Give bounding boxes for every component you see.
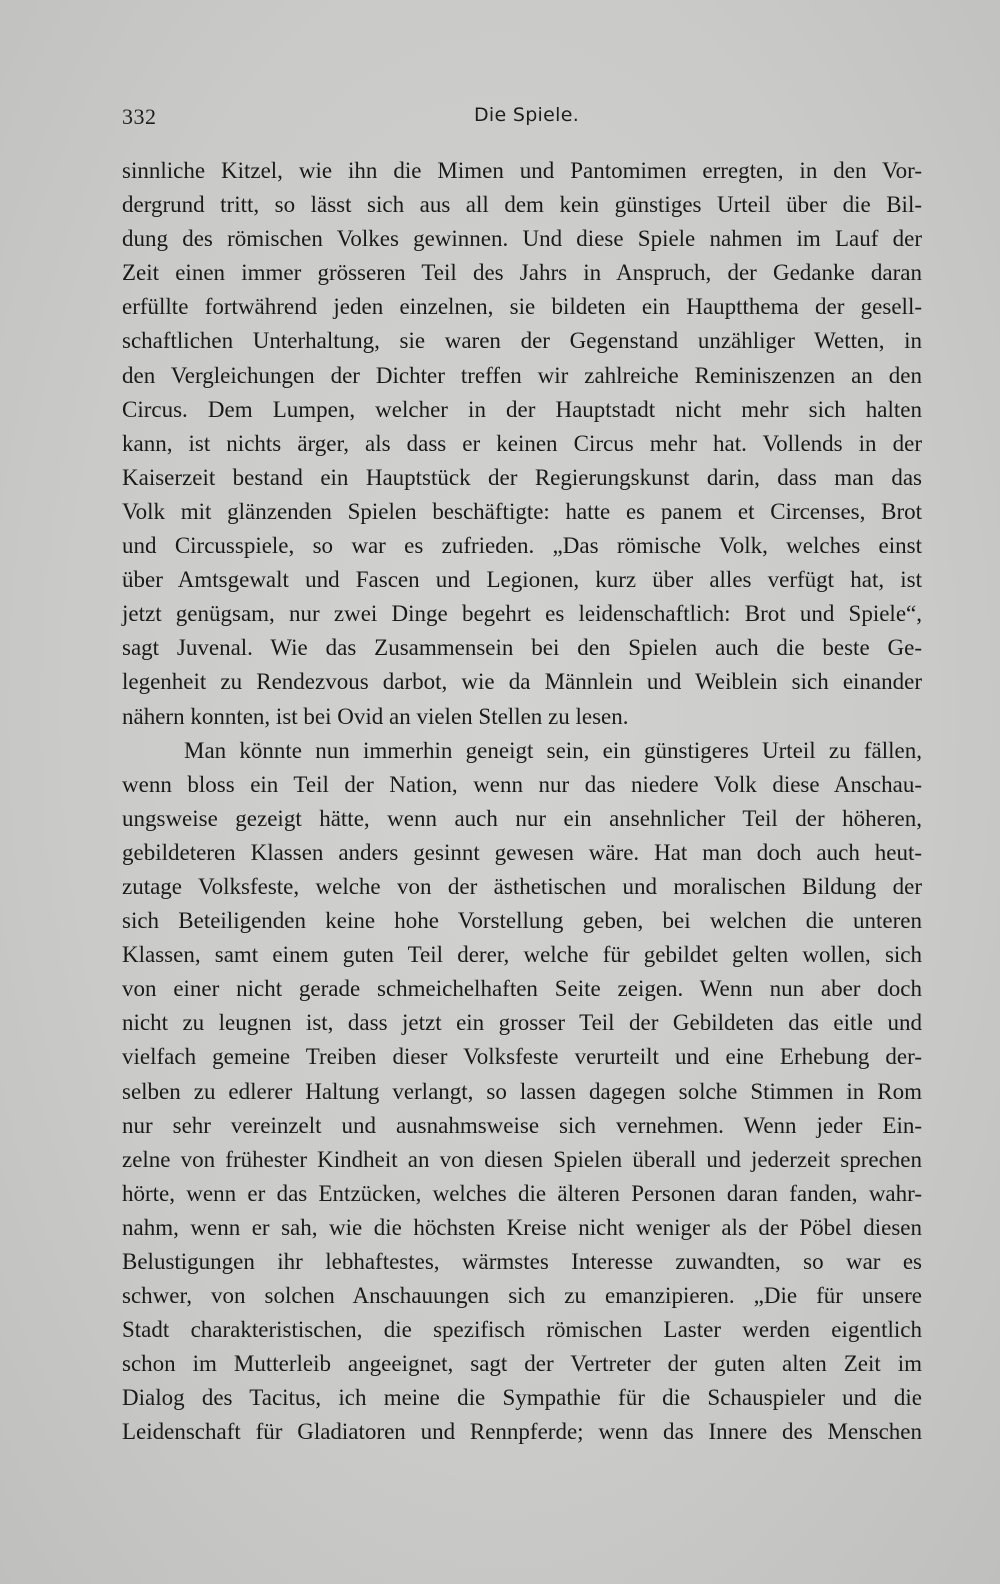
text-line: über Amtsgewalt und Fascen und Legionen, kurz über alles verfügt hat, ist [122, 567, 922, 593]
text-line: hörte, wenn er das Entzücken, welches die älteren Personen daran fanden, wahr- [122, 1180, 922, 1206]
text-line: vielfach gemeine Treiben dieser Volksfeste verurteilt und eine Erhebung der- [122, 1044, 922, 1070]
text-line: Zeit einen immer grösseren Teil des Jahrs in Anspruch, der Gedanke daran [122, 260, 922, 286]
text-line: legenheit zu Rendezvous darbot, wie da Männlein und Weiblein sich einander [122, 669, 922, 695]
body-text [122, 154, 922, 1450]
text-line: und Circusspiele, so war es zufrieden. „Das römische Volk, welches einst [122, 533, 922, 559]
text-line: zelne von frühester Kindheit an von diesen Spielen überall und jederzeit sprechen [122, 1146, 922, 1172]
text-line: Kaiserzeit bestand ein Hauptstück der Regierungskunst darin, dass man das [122, 464, 922, 490]
text-line: den Vergleichungen der Dichter treffen wir zahlreiche Reminiszenzen an den [122, 362, 922, 388]
text-line: nur sehr vereinzelt und ausnahmsweise sich vernehmen. Wenn jeder Ein- [122, 1112, 922, 1138]
text-line: sagt Juvenal. Wie das Zusammensein bei den Spielen auch die beste Ge- [122, 635, 922, 661]
text-line: zutage Volksfeste, welche von der ästhetischen und moralischen Bildung der [122, 873, 922, 899]
text-line: gebildeteren Klassen anders gesinnt gewesen wäre. Hat man doch auch heut- [122, 839, 922, 865]
running-title: Die Spiele. [474, 104, 580, 126]
text-line: schaftlichen Unterhaltung, sie waren der Gegenstand unzähliger Wetten, in [122, 328, 922, 354]
text-line: selben zu edlerer Haltung verlangt, so lassen dagegen solche Stimmen in Rom [122, 1078, 922, 1104]
text-line: Volk mit glänzenden Spielen beschäftigte: hatte es panem et Circenses, Brot [122, 498, 922, 524]
text-line: sich Beteiligenden keine hohe Vorstellung geben, bei welchen die unteren [122, 908, 922, 934]
page-header [122, 104, 920, 138]
text-line: Leidenschaft für Gladiatoren und Rennpferde; wenn das Innere des Menschen [122, 1419, 922, 1445]
text-line: Dialog des Tacitus, ich meine die Sympathie für die Schauspieler und die [122, 1385, 922, 1411]
text-line: nahm, wenn er sah, wie die höchsten Kreise nicht weniger als der Pöbel diesen [122, 1214, 922, 1240]
text-line: Klassen, samt einem guten Teil derer, welche für gebildet gelten wollen, sich [122, 942, 922, 968]
text-line: kann, ist nichts ärger, als dass er keinen Circus mehr hat. Vollends in der [122, 430, 922, 456]
text-line: nicht zu leugnen ist, dass jetzt ein grosser Teil der Gebildeten das eitle und [122, 1010, 922, 1036]
text-line: Stadt charakteristischen, die spezifisch römischen Laster werden eigentlich [122, 1317, 922, 1343]
text-line: schwer, von solchen Anschauungen sich zu emanzipieren. „Die für unsere [122, 1283, 922, 1309]
text-line: wenn bloss ein Teil der Nation, wenn nur das niedere Volk diese Anschau- [122, 771, 922, 797]
paragraph-start-line: Man könnte nun immerhin geneigt sein, ein günstigeres Urteil zu fällen, [184, 737, 922, 763]
page-number: 332 [122, 104, 157, 129]
text-line: jetzt genügsam, nur zwei Dinge begehrt es leidenschaftlich: Brot und Spiele“, [122, 601, 922, 627]
text-line: erfüllte fortwährend jeden einzelnen, sie bildeten ein Hauptthema der gesell- [122, 294, 922, 320]
text-line: schon im Mutterleib angeeignet, sagt der Vertreter der guten alten Zeit im [122, 1351, 922, 1377]
text-line: dung des römischen Volkes gewinnen. Und diese Spiele nahmen im Lauf der [122, 226, 922, 252]
text-line: von einer nicht gerade schmeichelhaften Seite zeigen. Wenn nun aber doch [122, 976, 922, 1002]
text-line: sinnliche Kitzel, wie ihn die Mimen und Pantomimen erregten, in den Vor- [122, 158, 922, 183]
text-line: Circus. Dem Lumpen, welcher in der Hauptstadt nicht mehr sich halten [122, 396, 922, 422]
text-line: dergrund tritt, so lässt sich aus all dem kein günstiges Urteil über die Bil- [122, 192, 922, 218]
text-line: ungsweise gezeigt hätte, wenn auch nur ein ansehnlicher Teil der höheren, [122, 805, 922, 831]
paragraph-end-line: nähern konnten, ist bei Ovid an vielen Stellen zu lesen. [122, 703, 629, 729]
text-line: Belustigungen ihr lebhaftestes, wärmstes Interesse zuwandten, so war es [122, 1249, 922, 1274]
